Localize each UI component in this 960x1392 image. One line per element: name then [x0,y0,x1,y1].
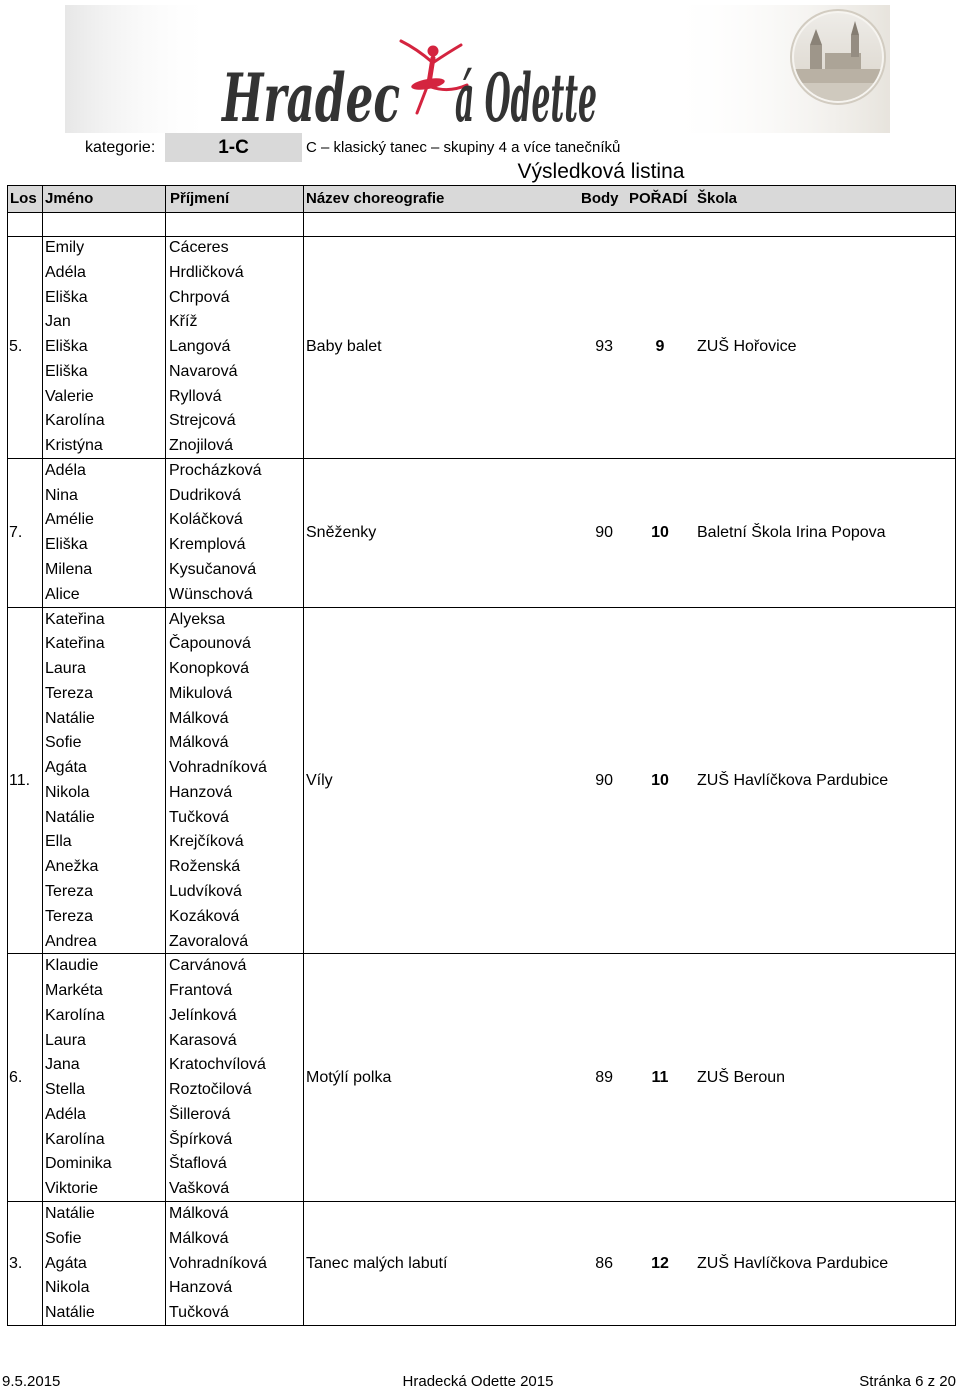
dancer-first-name: Tereza [45,684,94,702]
dancer-first-name: Dominika [45,1155,112,1173]
dancer-first-name: Tereza [45,883,94,901]
page-title: Výsledková listina [517,160,685,183]
footer-date: 9.5.2015 [2,1373,61,1390]
dancer-last-name: Cáceres [169,239,229,256]
dancer-last-name: Navarová [169,362,238,380]
dancer-last-name: Tučková [169,1304,229,1322]
dancer-first-name: Nikola [45,1279,90,1297]
column-header-los: Los [10,190,37,207]
dancer-last-name: Chrpová [169,288,230,306]
choreography-name: Víly [306,771,333,789]
rank-value: 9 [655,338,665,356]
points-value: 86 [595,1254,613,1272]
school-name: ZUŠ Beroun [697,1068,786,1086]
category-label: kategorie: [85,139,156,156]
dancer-first-name: Agáta [45,1254,87,1272]
dancer-last-name: Jelínková [169,1006,237,1024]
dancer-first-name: Laura [45,1031,86,1049]
draw-number: 5. [9,338,23,356]
dancer-first-name: Laura [45,660,86,678]
dancer-last-name: Hanzová [169,1279,233,1297]
dancer-last-name: Kratochvílová [169,1056,266,1074]
dancer-last-name: Šillerová [169,1105,231,1123]
dancer-last-name: Tučková [169,808,229,826]
dancer-last-name: Kozáková [169,907,240,925]
result-group [7,954,956,1202]
footer-event: Hradecká Odette 2015 [402,1373,554,1390]
result-group [7,1202,956,1326]
dancer-last-name: Málková [169,1229,229,1247]
choreography-name: Sněženky [306,523,377,541]
dancer-last-name: Ludvíková [169,883,242,901]
dancer-last-name: Štaflová [169,1155,227,1173]
dancer-last-name: Roženská [169,858,241,876]
dancer-first-name: Klaudie [45,957,99,975]
dancer-last-name: Ryllová [169,387,222,405]
dancer-last-name: Kříž [169,313,198,331]
table-header [7,185,956,213]
dancer-first-name: Nina [45,486,78,504]
dancer-first-name: Eliška [45,288,88,306]
dancer-first-name: Ella [45,833,72,851]
rank-value: 12 [651,1254,669,1272]
dancer-last-name: Krejčíková [169,833,244,851]
column-header-last-name: Příjmení [170,190,230,207]
dancer-first-name: Jana [45,1056,80,1074]
dancer-first-name: Natálie [45,1205,95,1223]
column-header-points: Body [581,190,619,207]
dancer-first-name: Valerie [45,387,94,405]
column-header-school: Škola [697,190,738,207]
dancer-first-name: Natálie [45,1304,95,1322]
dancer-last-name: Koláčková [169,511,243,529]
dancer-first-name: Amélie [45,511,94,529]
dancer-last-name: Čapounová [169,635,251,653]
dancer-first-name: Anežka [45,858,99,876]
dancer-first-name: Alice [45,585,80,603]
dancer-last-name: Roztočilová [169,1081,252,1099]
dancer-last-name: Wünschová [169,585,253,603]
dancer-first-name: Emily [45,239,85,256]
dancer-last-name: Zavoralová [169,932,249,950]
event-logo [65,5,890,133]
category-code: 1-C [218,137,249,158]
result-group [7,459,956,608]
points-value: 90 [595,771,613,789]
points-value: 89 [595,1068,613,1086]
dancer-first-name: Eliška [45,338,88,356]
dancer-last-name: Frantová [169,982,233,1000]
dancer-first-name: Adéla [45,263,86,281]
column-header-rank: POŘADÍ [629,190,688,207]
dancer-last-name: Hanzová [169,783,233,801]
dancer-first-name: Adéla [45,461,86,479]
choreography-name: Baby balet [306,338,382,356]
school-name: ZUŠ Havlíčkova Pardubice [697,1254,889,1272]
dancer-first-name: Stella [45,1081,86,1099]
dancer-last-name: Strejcová [169,412,236,430]
dancer-last-name: Hrdličková [169,263,244,281]
logo-backdrop-left [65,5,215,133]
draw-number: 7. [9,523,23,541]
result-group [7,608,956,955]
dancer-first-name: Sofie [45,734,82,752]
dancer-first-name: Jan [45,313,71,331]
column-header-choreography: Název choreografie [306,190,445,207]
dancer-first-name: Kristýna [45,437,103,455]
choreography-name: Tanec malých labutí [306,1254,448,1272]
rank-value: 10 [651,523,669,541]
dancer-first-name: Viktorie [45,1180,99,1198]
school-name: ZUŠ Havlíčkova Pardubice [697,771,889,789]
dancer-first-name: Natálie [45,808,95,826]
dancer-last-name: Karasová [169,1031,237,1049]
choreography-name: Motýlí polka [306,1068,392,1086]
school-name: ZUŠ Hořovice [697,338,797,356]
dancer-last-name: Dudriková [169,486,242,504]
dancer-last-name: Špírková [169,1130,233,1148]
dancer-first-name: Eliška [45,536,88,554]
dancer-last-name: Kremplová [169,536,246,554]
dancer-last-name: Málková [169,709,229,727]
dancer-last-name: Kysučanová [169,561,257,578]
result-group [7,236,956,459]
dancer-last-name: Málková [169,1205,229,1223]
dancer-first-name: Kateřina [45,610,105,628]
logo-text-left: Hradec [220,59,400,133]
logo-text-right: á Odette [455,59,597,133]
footer-page-number: Stránka 6 z 20 [859,1373,956,1390]
draw-number: 11. [9,771,31,789]
draw-number: 3. [9,1254,23,1272]
dancer-first-name: Tereza [45,907,94,925]
dancer-last-name: Vohradníková [169,759,267,777]
category-description: C – klasický tanec – skupiny 4 a více tanečníků [306,139,621,156]
points-value: 93 [595,338,613,356]
dancer-last-name: Konopková [169,660,250,678]
dancer-last-name: Mikulová [169,684,233,702]
dancer-last-name: Carvánová [169,957,247,975]
dancer-first-name: Adéla [45,1105,86,1123]
rank-value: 10 [651,771,669,789]
dancer-last-name: Znojilová [169,437,234,455]
dancer-first-name: Karolína [45,412,105,430]
dancer-last-name: Málková [169,734,229,752]
dancer-first-name: Natálie [45,709,95,727]
draw-number: 6. [9,1068,23,1086]
dancer-first-name: Kateřina [45,635,105,653]
rank-value: 11 [651,1068,669,1086]
dancer-first-name: Milena [45,561,93,578]
dancer-last-name: Alyeksa [169,610,226,628]
results-table [7,236,956,1326]
column-header-first-name: Jméno [45,190,94,207]
dancer-first-name: Nikola [45,783,90,801]
town-photo [791,10,885,104]
dancer-last-name: Langová [169,338,231,356]
points-value: 90 [595,523,613,541]
dancer-last-name: Procházková [169,461,262,479]
category-code-box [165,133,302,162]
dancer-first-name: Eliška [45,362,88,380]
dancer-last-name: Vohradníková [169,1254,267,1272]
dancer-last-name: Vašková [169,1180,230,1198]
dancer-first-name: Andrea [45,932,97,950]
school-name: Baletní Škola Irina Popova [697,523,886,541]
dancer-first-name: Agáta [45,759,87,777]
dancer-first-name: Karolína [45,1130,105,1148]
dancer-first-name: Markéta [45,982,103,1000]
dancer-first-name: Karolína [45,1006,105,1024]
dancer-first-name: Sofie [45,1229,82,1247]
